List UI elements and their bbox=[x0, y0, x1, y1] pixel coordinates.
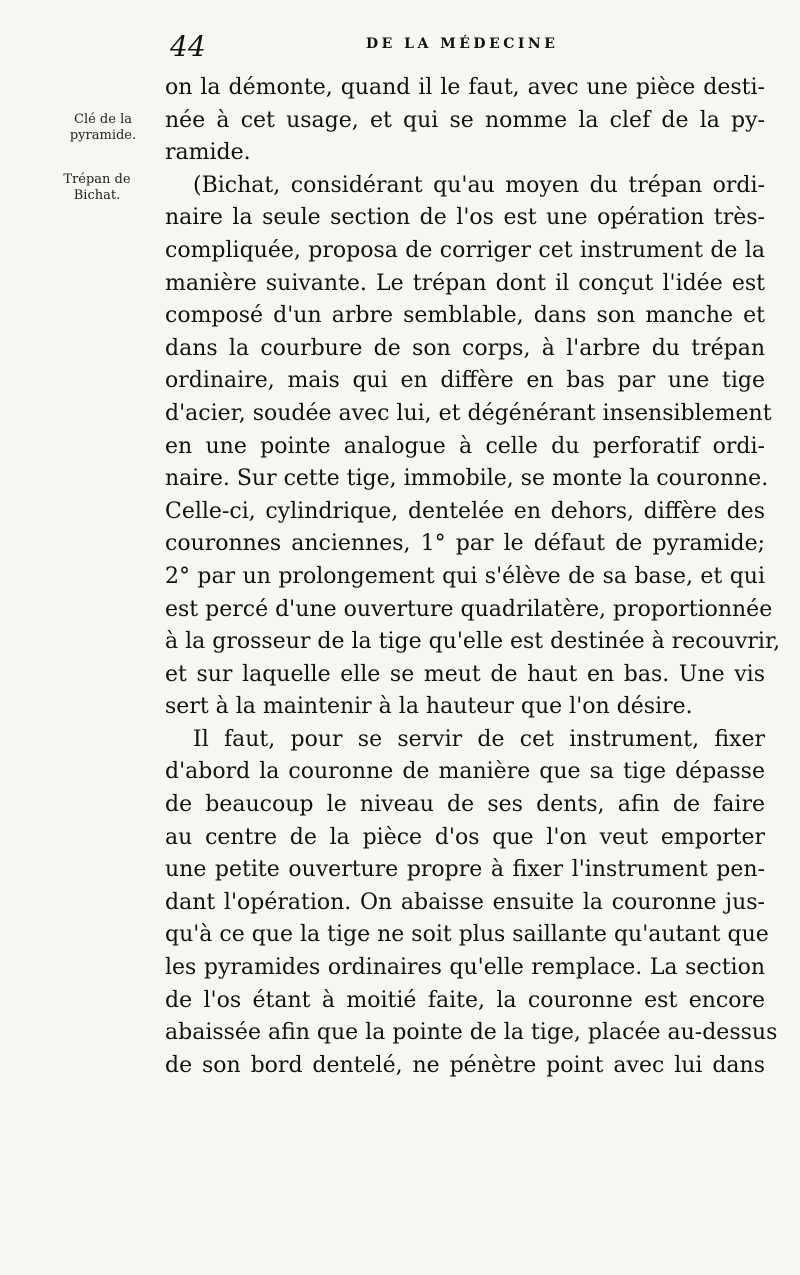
page-number: 44 bbox=[170, 30, 206, 63]
text-line: naire. Sur cette tige, immobile, se monte la couronne. bbox=[165, 466, 769, 492]
text-line: et sur laquelle elle se meut de haut en bas. Une vis bbox=[165, 661, 765, 687]
text-line: composé d'un arbre semblable, dans son manche et bbox=[165, 303, 765, 329]
text-line: d'acier, soudée avec lui, et dégénérant insensiblement bbox=[165, 400, 772, 426]
text-line: couronnes anciennes, 1° par le défaut de pyramide; bbox=[165, 531, 765, 557]
text-line: une petite ouverture propre à fixer l'instrument pen- bbox=[165, 857, 765, 883]
text-line: ordinaire, mais qui en diffère en bas par une tige bbox=[165, 368, 765, 394]
text-line: (Bichat, considérant qu'au moyen du trépan ordi- bbox=[193, 172, 765, 198]
text-line: d'abord la couronne de manière que sa tige dépasse bbox=[165, 759, 765, 785]
text-line: de son bord dentelé, ne pénètre point avec lui dans bbox=[165, 1052, 765, 1078]
text-line: dans la courbure de son corps, à l'arbre du trépan bbox=[165, 335, 765, 361]
text-line: de l'os étant à moitié faite, la couronne est encore bbox=[165, 987, 765, 1013]
text-line: ramide. bbox=[165, 140, 251, 166]
text-line: Il faut, pour se servir de cet instrument, fixer bbox=[193, 726, 765, 752]
text-line: en une pointe analogue à celle du perforatif ordi- bbox=[165, 433, 765, 459]
text-line: est percé d'une ouverture quadrilatère, proportionnée bbox=[165, 596, 773, 622]
text-line: naire la seule section de l'os est une opération très- bbox=[165, 205, 765, 231]
text-line: sert à la maintenir à la hauteur que l'on désire. bbox=[165, 694, 693, 720]
text-line: dant l'opération. On abaisse ensuite la couronne jus- bbox=[165, 889, 765, 915]
body-text bbox=[165, 72, 781, 1082]
text-line: compliquée, proposa de corriger cet instrument de la bbox=[165, 237, 765, 263]
text-line: née à cet usage, et qui se nomme la clef de la py- bbox=[165, 107, 765, 133]
running-head: DE LA MÉDECINE bbox=[366, 36, 559, 52]
text-line: les pyramides ordinaires qu'elle remplace. La section bbox=[165, 955, 765, 981]
text-line: Celle-ci, cylindrique, dentelée en dehors, diffère des bbox=[165, 498, 765, 524]
text-line: au centre de la pièce d'os que l'on veut emporter bbox=[165, 824, 765, 850]
text-line: à la grosseur de la tige qu'elle est destinée à recouvrir, bbox=[165, 629, 781, 655]
text-line: 2° par un prolongement qui s'élève de sa base, et qui bbox=[165, 563, 765, 589]
text-line: on la démonte, quand il le faut, avec une pièce desti- bbox=[165, 75, 765, 100]
margin-note-cle-pyramide: Clé de la pyramide. bbox=[69, 112, 137, 143]
text-line: abaissée afin que la pointe de la tige, placée au-dessus bbox=[165, 1020, 778, 1046]
text-line: de beaucoup le niveau de ses dents, afin de faire bbox=[165, 792, 765, 818]
margin-note-trepan-bichat: Trépan de Bichat. bbox=[63, 172, 131, 203]
text-line: qu'à ce que la tige ne soit plus saillante qu'autant que bbox=[165, 922, 769, 948]
text-line: manière suivante. Le trépan dont il conçut l'idée est bbox=[165, 270, 765, 296]
page-header bbox=[0, 28, 800, 68]
